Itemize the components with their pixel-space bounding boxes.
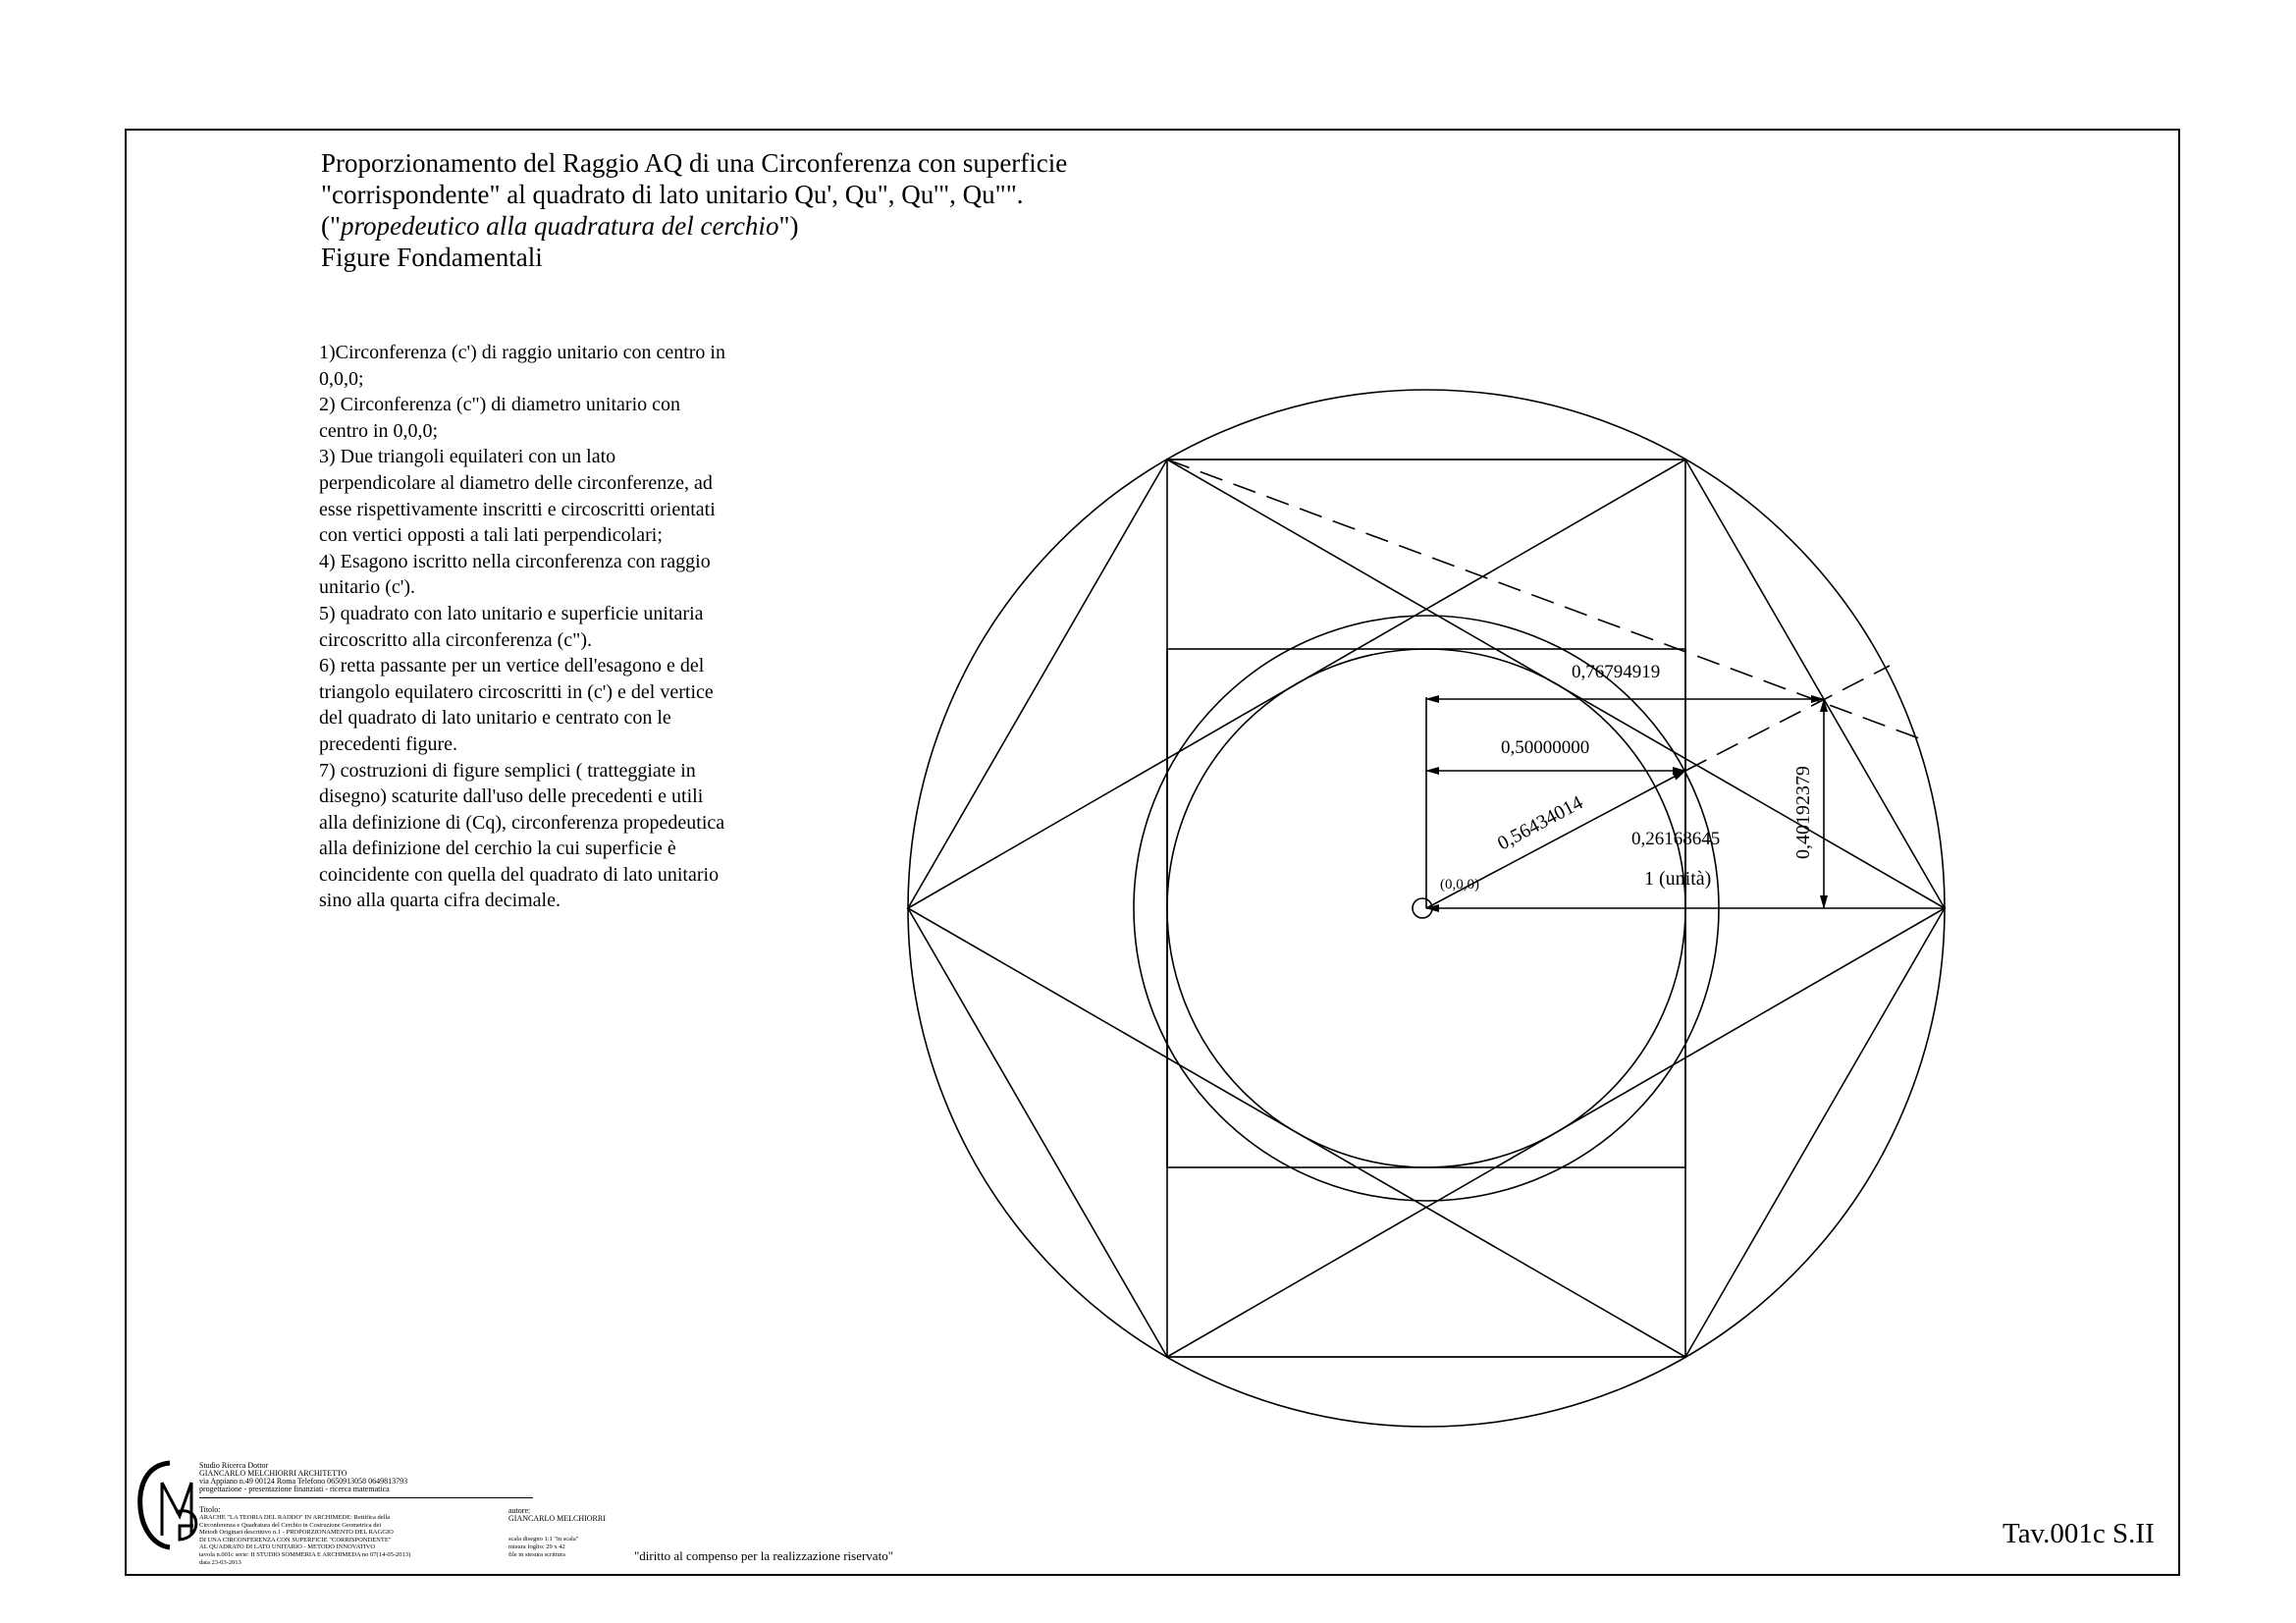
stamp-title-text: ARACHE "LA TEORIA DEL RADDO" IN ARCHIMEDE: Rettifica della Circonferenza e Quadratura del Cerchio in Costruzione Geometrica dei Metodi Originari descrittivo n.1 - PROPORZIONAMENTO DEL RAGGIO DI UNA CIRCONFERENZA CON SUPERFICIE "CORRISPONDENTE" AL QUADRATO DI LATO UNITARIO - METODO INNOVATIVO: [199, 1514, 394, 1550]
origin-label: (0,0,0): [1440, 877, 1479, 893]
dimension-076-label: 0,76794919: [1572, 662, 1661, 682]
unit-label: 1 (unità): [1644, 868, 1712, 890]
stamp-studio: Studio Ricerca Dottor: [199, 1461, 269, 1470]
title-line-3-italic: propedeutico alla quadratura del cerchio: [341, 211, 779, 241]
description-line: circoscritto alla circonferenza (c").: [319, 628, 592, 651]
sheet-number: Tav.001c S.II: [2002, 1518, 2155, 1549]
description-line: triangolo equilatero circoscritti in (c') e del vertice: [319, 680, 714, 703]
stamp-scale: scala disegno 1:1 "in scala": [508, 1536, 579, 1542]
stamp-author-label: autore:: [508, 1506, 531, 1515]
rights-note: "diritto al compenso per la realizzazione riservato": [634, 1548, 893, 1563]
description-line: 6) retta passante per un vertice dell'esagono e del: [319, 655, 705, 677]
description-line: esse rispettivamente inscritti e circoscritti orientati: [319, 498, 716, 520]
dimension-026-label: 0,26168645: [1631, 829, 1721, 849]
description-line: 2) Circonferenza (c") di diametro unitario con: [319, 394, 681, 416]
description-line: con vertici opposti a tali lati perpendicolari;: [319, 524, 663, 547]
description-line: precedenti figure.: [319, 732, 458, 755]
description-line: 1)Circonferenza (c') di raggio unitario con centro in: [319, 342, 725, 363]
dashed-line-lower: [1685, 666, 1890, 771]
description-line: 3) Due triangoli equilateri con un lato: [319, 446, 616, 468]
description-line: sino alla quarta cifra decimale.: [319, 890, 561, 912]
description-line: 5) quadrato con lato unitario e superficie unitaria: [319, 602, 704, 624]
studio-logo: [133, 1457, 203, 1555]
title-stamp: [131, 1453, 621, 1569]
description-line: unitario (c').: [319, 576, 416, 599]
title-line-4: Figure Fondamentali: [321, 243, 543, 272]
description-line: 7) costruzioni di figure semplici ( tratteggiate in: [319, 759, 696, 782]
dimension-056-label: 0,56434014: [1494, 791, 1587, 855]
description-line: alla definizione di (Cq), circonferenza propedeutica: [319, 811, 725, 834]
stamp-date: data 23-03-2013: [199, 1559, 241, 1566]
dimension-040-label: 0,40192379: [1792, 766, 1814, 859]
description-line: disegno) scaturite dall'uso delle precedenti e utili: [319, 785, 704, 808]
description-line: 4) Esagono iscritto nella circonferenza con raggio: [319, 550, 711, 572]
dimension-050-label: 0,50000000: [1501, 737, 1590, 758]
stamp-author: GIANCARLO MELCHIORRI: [508, 1514, 606, 1523]
description-line: 0,0,0;: [319, 367, 364, 390]
description-line: alla definizione del cerchio la cui superficie è: [319, 838, 676, 860]
stamp-address: via Appiano n.49 00124 Roma Telefono 0650913058 0649813793: [199, 1477, 408, 1486]
stamp-tavola: tavola n.001c serie: II STUDIO SOMMERIA E ARCHIMEDA no 07(14-05-2013): [199, 1551, 411, 1558]
stamp-file: file in stesura scrittura: [508, 1551, 565, 1558]
stamp-meta-row: progettazione - presentazione finanziati - ricerca matematica: [199, 1485, 390, 1493]
title-line-1: Proporzionamento del Raggio AQ di una Circonferenza con superficie: [321, 148, 1068, 178]
title-line-2: "corrispondente" al quadrato di lato unitario Qu', Qu", Qu'", Qu"".: [321, 180, 1024, 209]
description-line: del quadrato di lato unitario e centrato con le: [319, 707, 671, 730]
title-line-3-close: "): [778, 211, 799, 241]
stamp-name: GIANCARLO MELCHIORRI ARCHITETTO: [199, 1469, 347, 1478]
description-line: coincidente con quella del quadrato di lato unitario: [319, 863, 720, 886]
title-line-3-open: (": [321, 211, 342, 241]
dashed-line-upper: [1167, 460, 1919, 738]
stamp-title-label: Titolo:: [199, 1505, 221, 1514]
stamp-format: misura foglio: 29 x 42: [508, 1543, 565, 1550]
stamp-divider: [199, 1497, 533, 1498]
description-line: centro in 0,0,0;: [319, 419, 439, 442]
description-line: perpendicolare al diametro delle circonferenze, ad: [319, 471, 713, 494]
